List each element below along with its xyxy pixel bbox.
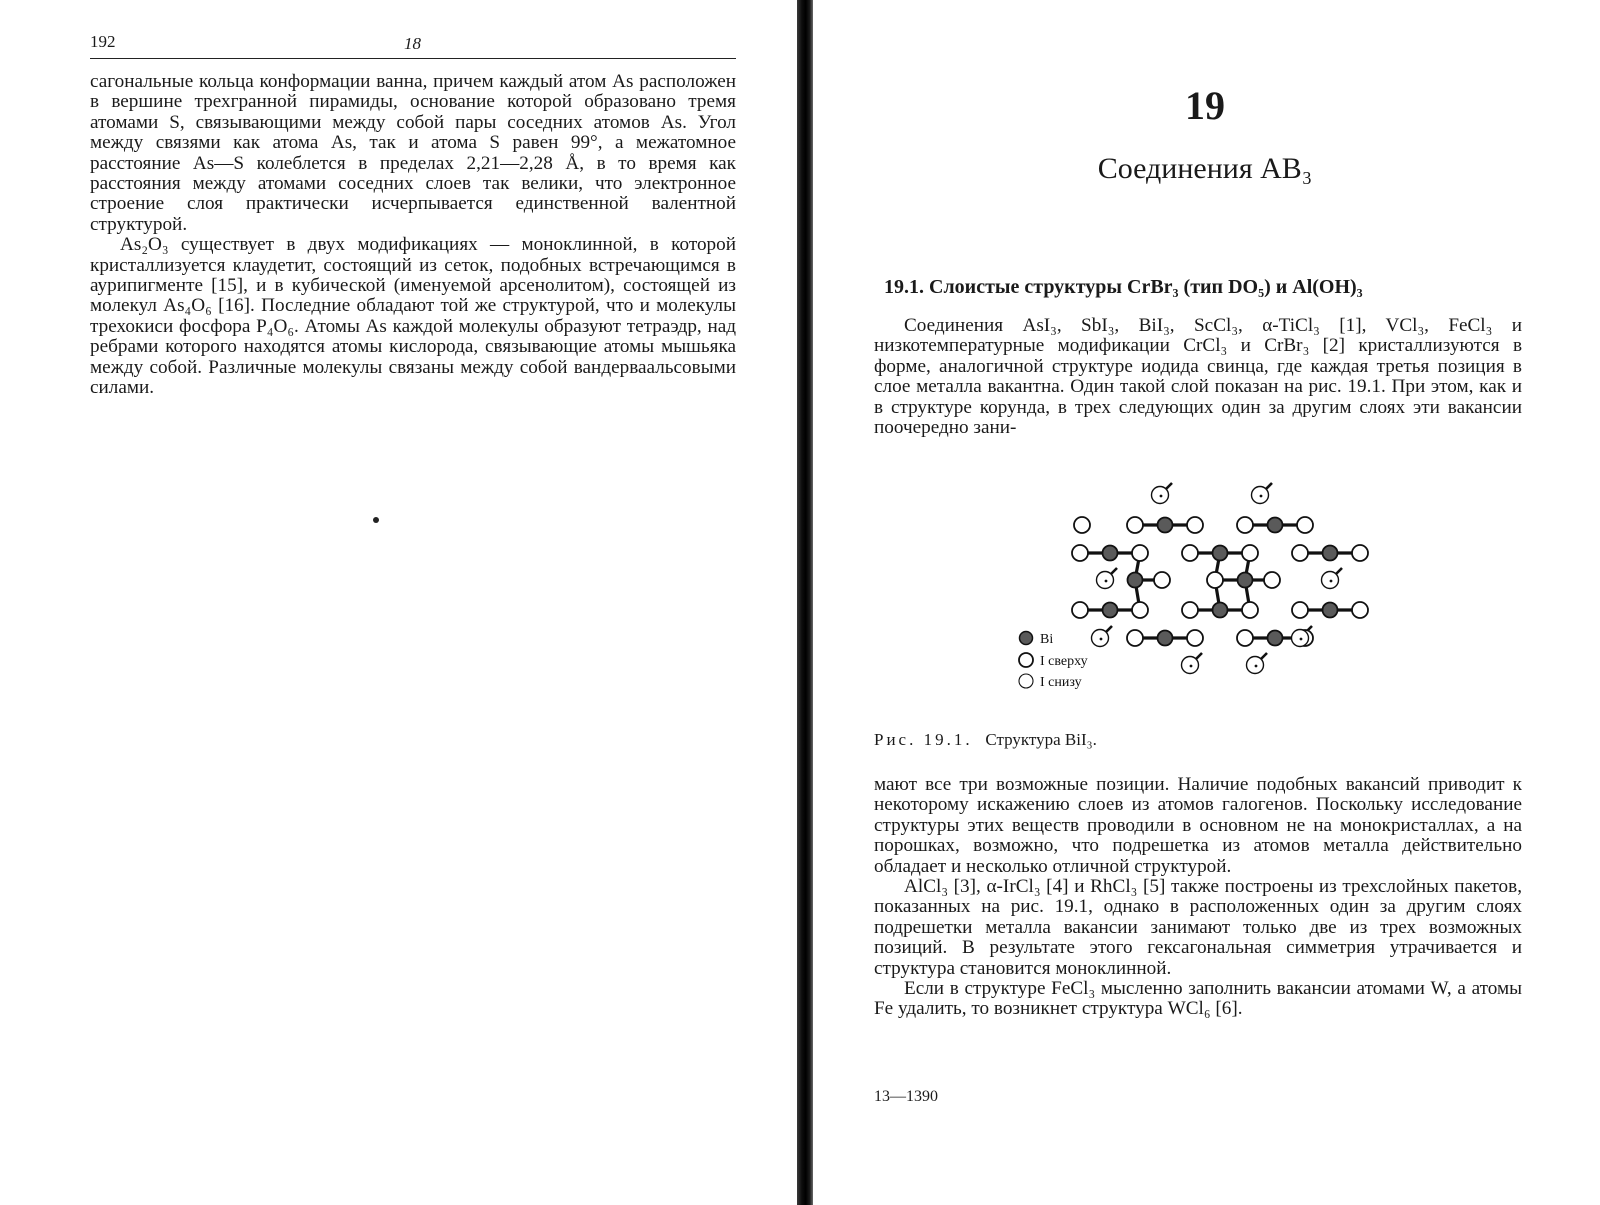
iodine-upper-atom (1352, 602, 1368, 618)
iodine-lower-atom (1292, 630, 1309, 647)
left-paragraph-1: сагональные кольца конформации ванна, причем каждый атом As расположен в вершине трехгранной пирамиды, основание которой образовано тремя атомами S, связывающими между собой пары соседних атомов As. Угол между связями как атома As, так и атома S равен 99°, а межатомное расстояние As—S колеблется в пределах 2,21—2,28 Å, в то время как расстояния между атомами соседних слоев так велики, что электронное строение слоя практически исчерпывается единственной валентной структурой. (90, 71, 736, 235)
legend-i-lower-label: I снизу (1040, 675, 1082, 690)
iodine-upper-atom (1182, 545, 1198, 561)
running-head: 18 (404, 34, 421, 53)
right-paragraph-4: Если в структуре FeCl₃ мысленно заполнить вакансии атомами W, а атомы Fe удалить, то возникнет структура WCl₆ [6]. (874, 978, 1522, 1020)
left-paragraph-2: As₂O₃ существует в двух модификациях — моноклинной, в которой кристаллизуется клаудетит, состоящий из сеток, подобных встречающимся в аурипигменте [15], и в кубической (именуемой арсенолитом), состоящей из молекул As₄O₆ [16]. Последние обладают той же структурой, что и молекулы трехокиси фосфора P₄O₆. Атомы As каждой молекулы образуют тетраэдр, над ребрами которого находятся атомы кислорода, связывающие атомы мышьяка между собой. Различные молекулы связаны между собой вандерваальсовыми силами. (90, 234, 736, 399)
bismuth-atom (1323, 546, 1338, 561)
iodine-lower-dot (1300, 638, 1303, 641)
iodine-upper-atom (1352, 545, 1368, 561)
legend-bi-marker (1020, 632, 1033, 645)
iodine-upper-atom (1132, 602, 1148, 618)
bismuth-atom (1103, 546, 1118, 561)
iodine-upper-atom (1207, 572, 1223, 588)
figure-19-1 (1012, 470, 1432, 710)
figure-caption (874, 730, 1097, 750)
left-page (0, 0, 790, 1205)
right-page-body-bottom (874, 775, 1522, 1020)
iodine-lower-atom (1252, 487, 1269, 504)
printer-signature: 13—1390 (874, 1088, 938, 1105)
right-paragraph-2: мают все три возможные позиции. Наличие подобных вакансий приводит к некоторому искажению слоев из атомов галогенов. Поскольку исследование структуры этих веществ проводили в основном не на монокристаллах, а на порошках, возможно, что подрешетка из атомов металла действительно обладает и несколько отличной структурой. (874, 774, 1522, 877)
page-number: 192 (90, 32, 116, 51)
left-page-header (90, 28, 736, 59)
iodine-lower-dot (1330, 580, 1333, 583)
iodine-upper-atom (1132, 545, 1148, 561)
left-page-body (90, 72, 736, 399)
bismuth-atom (1268, 631, 1283, 646)
iodine-upper-atom (1072, 545, 1088, 561)
iodine-upper-atom (1242, 602, 1258, 618)
legend-bi-label: Bi (1040, 632, 1054, 647)
bii3-structure-diagram (1012, 470, 1432, 705)
chapter-title: Соединения AB₃ (1097, 152, 1313, 185)
iodine-upper-atom (1127, 630, 1143, 646)
iodine-lower-atom (1092, 630, 1109, 647)
iodine-lower-atom (1247, 657, 1264, 674)
iodine-lower-dot (1160, 495, 1163, 498)
legend-i-lower-marker (1019, 674, 1033, 688)
iodine-lower-dot (1260, 495, 1263, 498)
figure-caption-text: Структура BiI₃. (985, 730, 1097, 749)
ink-speck (373, 517, 379, 523)
iodine-upper-atom (1127, 517, 1143, 533)
iodine-lower-dot (1255, 665, 1258, 668)
bismuth-atom (1128, 573, 1143, 588)
iodine-upper-atom (1072, 602, 1088, 618)
bismuth-atom (1213, 603, 1228, 618)
iodine-upper-atom (1187, 630, 1203, 646)
legend-i-upper-label: I сверху (1040, 654, 1088, 669)
iodine-upper-atom (1264, 572, 1280, 588)
iodine-upper-atom (1292, 545, 1308, 561)
right-paragraph-3: AlCl₃ [3], α-IrCl₃ [4] и RhCl₃ [5] также построены из трехслойных пакетов, показанных на рис. 19.1, однако в расположенных один за другим слоях подрешетки металла вакансии занимают только две из трех возможных позиций. В результате этого гексагональная симметрия утрачивается и структура становится моноклинной. (874, 876, 1522, 979)
figure-caption-label: Рис. 19.1. (874, 730, 973, 749)
iodine-upper-atom (1182, 602, 1198, 618)
iodine-lower-atom (1322, 572, 1339, 589)
iodine-lower-dot (1105, 580, 1108, 583)
bismuth-atom (1323, 603, 1338, 618)
right-paragraph-1: Соединения AsI₃, SbI₃, BiI₃, ScCl₃, α-TiCl₃ [1], VCl₃, FeCl₃ и низкотемпературные модификации CrCl₃ и CrBr₃ [2] кристаллизуются в форме, аналогичной структуре иодида свинца, где каждая третья позиция в слое металла вакантна. Один такой слой показан на рис. 19.1. При этом, как и в структуре корунда, в трех следующих один за другим слоях эти вакансии поочередно зани- (874, 315, 1522, 439)
iodine-upper-atom (1074, 517, 1090, 533)
iodine-upper-atom (1242, 545, 1258, 561)
iodine-lower-dot (1100, 638, 1103, 641)
iodine-lower-dot (1190, 665, 1193, 668)
bismuth-atom (1158, 631, 1173, 646)
chapter-number: 19 (1185, 83, 1225, 128)
bismuth-atom (1158, 518, 1173, 533)
iodine-lower-atom (1097, 572, 1114, 589)
right-page-body-top (874, 316, 1522, 438)
section-title: 19.1. Слоистые структуры CrBr₃ (тип DO₅) и Al(OH)₃ (884, 276, 1363, 298)
iodine-upper-atom (1154, 572, 1170, 588)
bismuth-atom (1103, 603, 1118, 618)
iodine-upper-atom (1237, 630, 1253, 646)
book-spine (797, 0, 813, 1205)
iodine-lower-atom (1182, 657, 1199, 674)
iodine-upper-atom (1292, 602, 1308, 618)
bismuth-atom (1238, 573, 1253, 588)
iodine-lower-atom (1152, 487, 1169, 504)
iodine-upper-atom (1297, 517, 1313, 533)
iodine-upper-atom (1237, 517, 1253, 533)
iodine-upper-atom (1187, 517, 1203, 533)
legend-i-upper-marker (1019, 653, 1033, 667)
bismuth-atom (1268, 518, 1283, 533)
bismuth-atom (1213, 546, 1228, 561)
